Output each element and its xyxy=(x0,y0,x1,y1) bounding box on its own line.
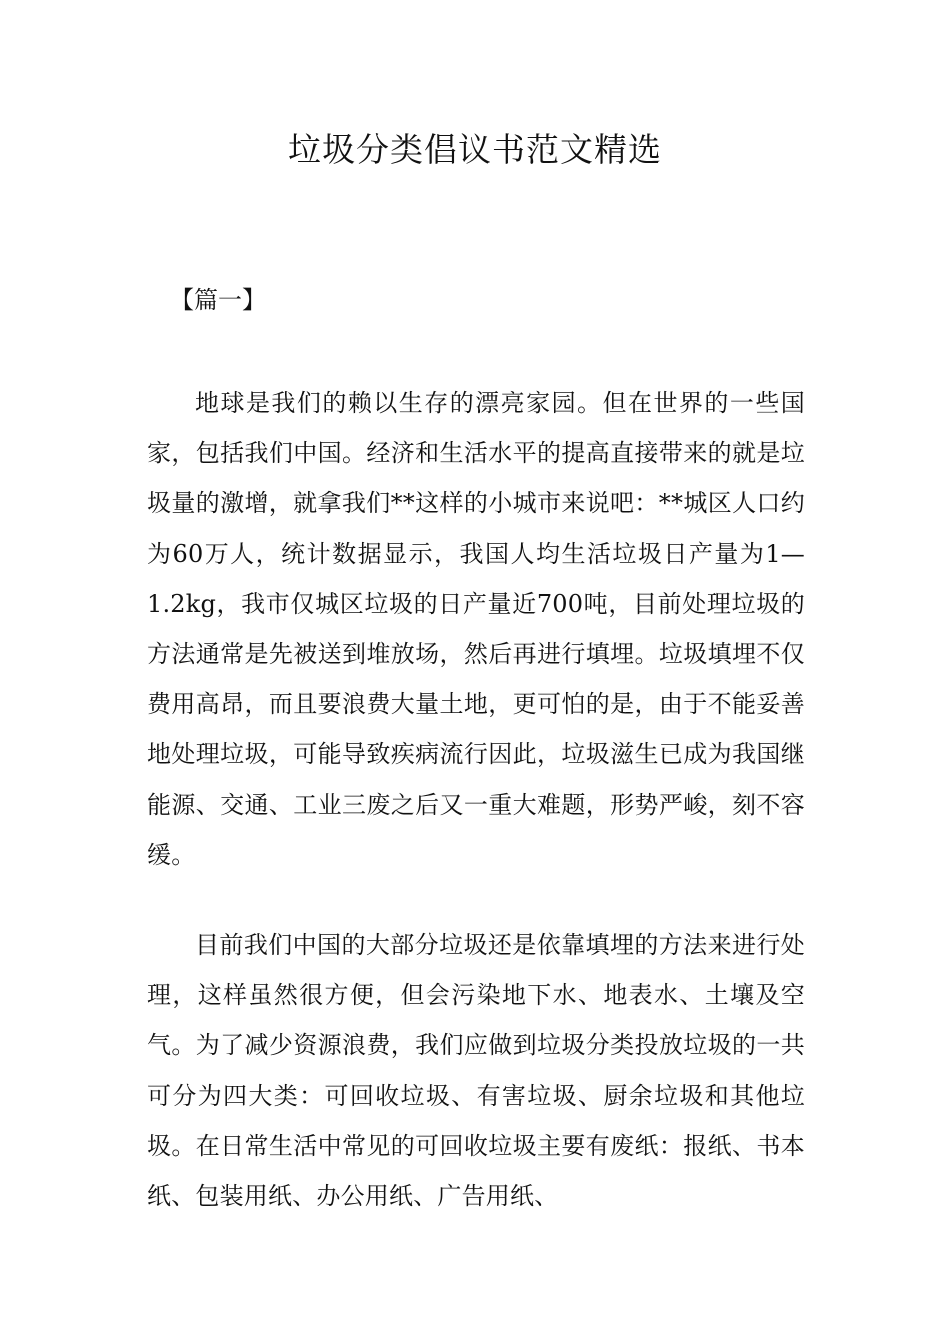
section-label: 【篇一】 xyxy=(170,286,266,314)
body-paragraph-2: 目前我们中国的大部分垃圾还是依靠填埋的方法来进行处理，这样虽然很方便，但会污染地下水、地表水、土壤及空气。为了减少资源浪费，我们应做到垃圾分类投放垃圾的一共可分为四大类：可回收垃圾、有害垃圾、厨余垃圾和其他垃圾。在日常生活中常见的可回收垃圾主要有废纸：报纸、书本纸、包装用纸、办公用纸、广告用纸、 xyxy=(147,931,805,1211)
body-paragraph-1: 地球是我们的赖以生存的漂亮家园。但在世界的一些国家，包括我们中国。经济和生活水平的提高直接带来的就是垃圾量的激增，就拿我们**这样的小城市来说吧：**城区人口约为60万人，统计数据显示，我国人均生活垃圾日产量为1—1.2kg，我市仅城区垃圾的日产量近700吨，目前处理垃圾的方法通常是先被送到堆放场，然后再进行填埋。垃圾填埋不仅费用高昂，而且要浪费大量土地，更可怕的是，由于不能妥善地处理垃圾，可能导致疾病流行因此，垃圾滋生已成为我国继能源、交通、工业三废之后又一重大难题，形势严峻，刻不容缓。 xyxy=(147,389,805,869)
document-title: 垃圾分类倡议书范文精选 xyxy=(288,130,662,169)
